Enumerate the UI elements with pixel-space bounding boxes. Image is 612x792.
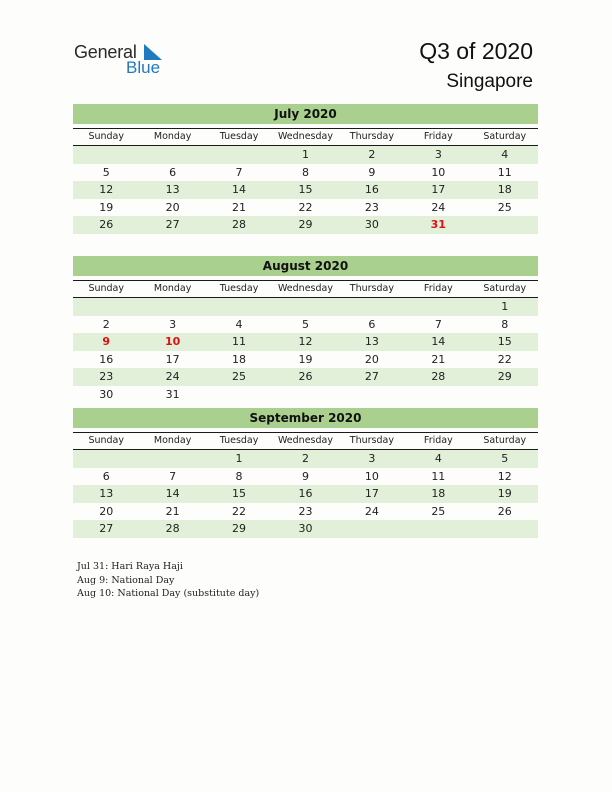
day-cell: 30 [99,387,114,401]
day-cell: 23 [364,200,379,214]
day-cell: 30 [298,522,313,536]
day-cell: 28 [431,370,446,384]
day-cell: 14 [431,335,446,349]
weekday-label: Thursday [349,435,394,446]
day-cell [405,386,471,404]
day-cell [139,450,205,468]
day-cell: 4 [235,317,243,331]
day-cell: 29 [232,522,247,536]
day-cell: 11 [431,469,446,483]
week-row [73,503,538,521]
day-cell [405,298,471,316]
day-cell: 2 [301,452,309,465]
day-cell: 27 [364,370,379,384]
weekday-label: Wednesday [277,435,333,446]
weekday-label: Friday [423,283,453,294]
day-cell: 22 [497,352,512,366]
weekday-label: Friday [423,131,453,142]
day-cell: 16 [298,487,313,501]
day-cell: 9 [301,469,309,483]
week-row [73,298,538,316]
week-row [73,181,538,199]
day-cell: 26 [298,370,313,384]
day-cell [206,386,272,404]
day-cell: 7 [235,165,243,179]
day-cell [73,146,139,164]
weekday-label: Monday [153,435,192,446]
weekday-label: Sunday [88,131,124,142]
day-cell: 27 [165,218,180,232]
weekday-label: Tuesday [219,283,259,294]
holiday-notes [77,560,259,601]
day-cell: 7 [434,317,442,331]
weekday-label: Thursday [349,283,394,294]
day-cell: 14 [165,487,180,501]
day-cell: 6 [169,165,177,179]
day-cell: 18 [497,183,512,197]
day-cell: 13 [165,183,180,197]
day-cell: 24 [165,370,180,384]
day-cell: 1 [235,452,243,465]
day-cell: 24 [431,200,446,214]
day-cell: 28 [165,522,180,536]
day-cell: 3 [434,148,442,161]
day-cell [206,298,272,316]
holiday-note: Jul 31: Hari Raya Haji [77,561,183,572]
day-cell [139,146,205,164]
weekday-header-row [73,280,538,298]
day-cell: 15 [497,335,512,349]
day-cell: 18 [232,352,247,366]
day-cell: 12 [99,183,114,197]
day-cell: 3 [368,452,376,465]
day-cell: 24 [364,504,379,518]
month-title: September 2020 [73,408,538,428]
day-cell: 11 [232,335,247,349]
day-cell: 2 [368,148,376,161]
day-cell: 20 [165,200,180,214]
day-cell: 3 [169,317,177,331]
week-row [73,368,538,386]
day-cell: 25 [431,504,446,518]
week-row [73,351,538,369]
day-cell [139,298,205,316]
day-cell: 10 [164,335,181,349]
day-cell: 19 [99,200,114,214]
day-cell [272,386,338,404]
day-cell: 19 [497,487,512,501]
day-cell: 21 [165,504,180,518]
day-cell [206,146,272,164]
day-cell: 5 [102,165,110,179]
day-cell: 25 [497,200,512,214]
day-cell: 31 [165,387,180,401]
day-cell: 10 [364,469,379,483]
day-cell: 10 [431,165,446,179]
month-block-august [73,256,538,404]
day-cell: 6 [368,317,376,331]
day-cell: 12 [298,335,313,349]
day-cell: 9 [102,335,111,349]
logo-text-general: General [74,42,137,62]
day-cell [339,386,405,404]
month-block-september [73,408,538,538]
logo-text-blue: Blue [126,58,161,77]
weekday-label: Friday [423,435,453,446]
day-cell: 27 [99,522,114,536]
week-row [73,468,538,486]
day-cell: 11 [497,165,512,179]
country-subtitle: Singapore [446,71,533,92]
day-cell [339,520,405,538]
month-title: July 2020 [73,104,538,124]
weekday-label: Monday [153,283,192,294]
day-cell: 13 [364,335,379,349]
day-cell: 8 [235,469,243,483]
weekday-label: Tuesday [219,131,259,142]
day-cell: 7 [169,469,177,483]
week-row [73,146,538,164]
day-cell [472,386,538,404]
week-row [73,164,538,182]
day-cell: 21 [232,200,247,214]
week-row [73,520,538,538]
page-title: Q3 of 2020 [419,38,533,64]
week-row [73,386,538,404]
day-cell: 9 [368,165,376,179]
day-cell: 1 [501,300,509,313]
holiday-note: Aug 9: National Day [77,574,175,586]
day-cell [272,298,338,316]
day-cell: 13 [99,487,114,501]
month-title: August 2020 [73,256,538,276]
day-cell [405,520,471,538]
day-cell: 18 [431,487,446,501]
day-cell: 2 [102,317,110,331]
week-row [73,450,538,468]
day-cell: 23 [298,504,313,518]
week-row [73,316,538,334]
day-cell: 4 [434,452,442,465]
day-cell: 16 [364,183,379,197]
day-cell: 29 [298,218,313,232]
generalblue-logo [74,42,174,78]
day-cell: 17 [364,487,379,501]
week-row [73,216,538,234]
day-cell [73,298,139,316]
weekday-label: Saturday [483,283,527,294]
weekday-label: Sunday [88,435,124,446]
week-row [73,333,538,351]
day-cell [73,450,139,468]
day-cell: 21 [431,352,446,366]
day-cell [472,520,538,538]
day-cell: 29 [497,370,512,384]
day-cell: 20 [364,352,379,366]
day-cell: 15 [298,183,313,197]
weekday-label: Monday [153,131,192,142]
day-cell [339,298,405,316]
day-cell: 12 [497,469,512,483]
day-cell: 4 [501,148,509,161]
day-cell: 20 [99,504,114,518]
day-cell: 22 [232,504,247,518]
day-cell: 15 [232,487,247,501]
day-cell: 26 [497,504,512,518]
day-cell: 19 [298,352,313,366]
day-cell: 17 [165,352,180,366]
day-cell: 28 [232,218,247,232]
holiday-note: Aug 10: National Day (substitute day) [77,588,260,599]
month-block-july [73,104,538,234]
day-cell: 25 [232,370,247,384]
weekday-label: Saturday [483,435,527,446]
weekday-header-row [73,128,538,146]
day-cell: 31 [430,218,446,232]
weekday-header-row [73,432,538,450]
day-cell: 8 [501,317,509,331]
day-cell: 5 [301,317,309,331]
day-cell: 5 [501,452,509,465]
day-cell: 17 [431,183,446,197]
weekday-label: Wednesday [277,283,333,294]
day-cell [472,216,538,234]
day-cell: 14 [232,183,247,197]
week-row [73,485,538,503]
day-cell: 26 [99,218,114,232]
day-cell: 23 [99,370,114,384]
weekday-label: Sunday [88,283,124,294]
day-cell: 30 [364,218,379,232]
day-cell: 16 [99,352,114,366]
weekday-label: Saturday [483,131,527,142]
day-cell: 8 [301,165,309,179]
day-cell: 1 [301,148,309,161]
weekday-label: Tuesday [219,435,259,446]
day-cell: 22 [298,200,313,214]
weekday-label: Wednesday [277,131,333,142]
day-cell: 6 [102,469,110,483]
weekday-label: Thursday [349,131,394,142]
week-row [73,199,538,217]
